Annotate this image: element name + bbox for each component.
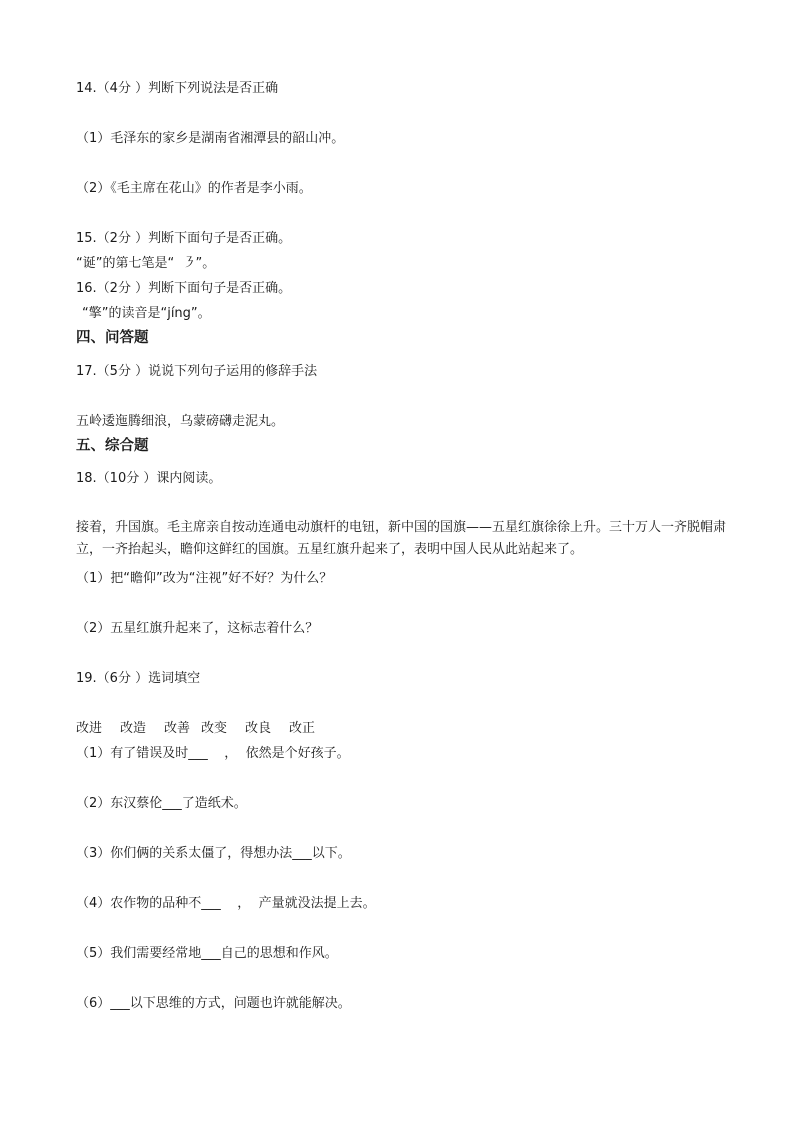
word-option: 改造 xyxy=(120,721,147,736)
question-14-item-1: （1）毛泽东的家乡是湖南省湘潭县的韶山冲。 xyxy=(76,131,345,146)
question-19-item-2: （2）东汉蔡伦___了造纸术。 xyxy=(76,796,247,811)
question-16-stem: 16.（2分 ）判断下面句子是否正确。 xyxy=(76,281,292,296)
section-5-title: 五、综合题 xyxy=(76,438,149,454)
question-19-stem: 19.（6分 ）选词填空 xyxy=(76,671,201,686)
word-option: 改良 xyxy=(245,721,272,736)
question-19-item-5: （5）我们需要经常地___自己的思想和作风。 xyxy=(76,946,338,961)
word-option: 改善 xyxy=(164,721,191,736)
question-15-text: “诞”的第七笔是“ ㇋”。 xyxy=(76,256,216,271)
question-19-item-4: （4）农作物的品种不___ ， 产量就没法提上去。 xyxy=(76,896,376,911)
question-17-text: 五岭逶迤腾细浪，乌蒙磅礴走泥丸。 xyxy=(76,414,285,429)
question-15-stem: 15.（2分 ）判断下面句子是否正确。 xyxy=(76,231,292,246)
question-18-stem: 18.（10分 ）课内阅读。 xyxy=(76,471,222,486)
question-18-passage: 接着，升国旗。毛主席亲自按动连通电动旗杆的电钮，新中国的国旗——五星红旗徐徐上升。三十万人一齐脱帽肃立，一齐抬起头，瞻仰这鲜红的国旗。五星红旗升起来了，表明中国人民从此站起来了。 xyxy=(76,520,727,557)
word-option: 改进 xyxy=(76,721,103,736)
question-14-stem: 14.（4分 ）判断下列说法是否正确 xyxy=(76,81,279,96)
question-14-item-2: （2）《毛主席在花山》的作者是李小雨。 xyxy=(76,181,312,196)
question-17-stem: 17.（5分 ）说说下列句子运用的修辞手法 xyxy=(76,364,318,379)
word-bank xyxy=(76,720,333,738)
question-19-item-6: （6）___以下思维的方式，问题也许就能解决。 xyxy=(76,996,351,1011)
question-19-item-1: （1）有了错误及时___ ， 依然是个好孩子。 xyxy=(76,746,350,761)
question-19-item-3: （3）你们俩的关系太僵了，得想办法___以下。 xyxy=(76,846,351,861)
section-4-title: 四、问答题 xyxy=(76,330,149,346)
question-18-item-1: （1）把“瞻仰”改为“注视”好不好？为什么？ xyxy=(76,571,333,586)
question-18-item-2: （2）五星红旗升起来了，这标志着什么？ xyxy=(76,621,319,636)
question-16-text: “擎”的读音是“jíng”。 xyxy=(82,306,211,321)
word-option: 改变 xyxy=(201,721,228,736)
word-option: 改正 xyxy=(289,721,316,736)
